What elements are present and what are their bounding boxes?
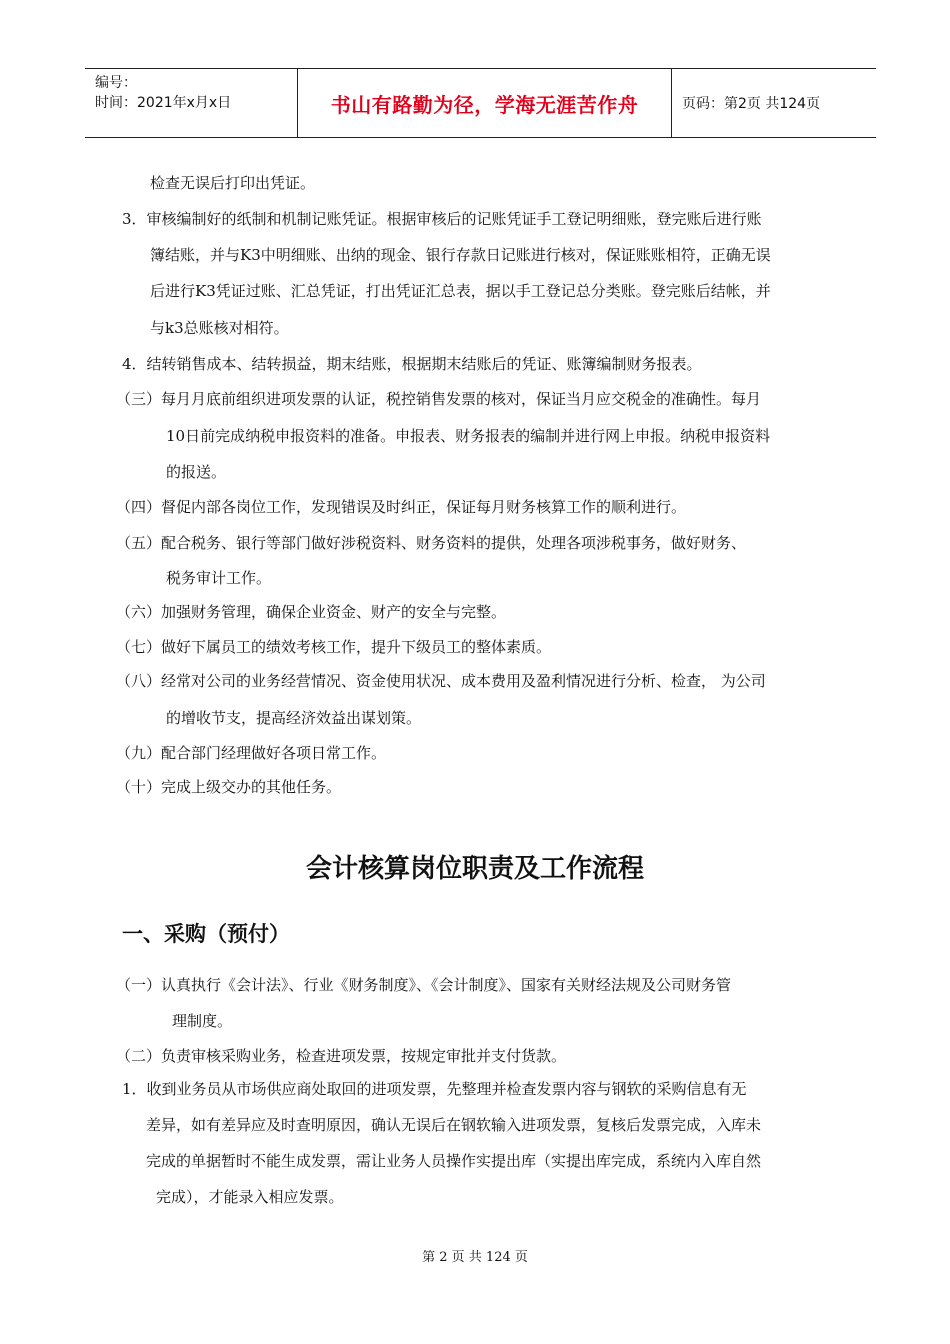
body-line: 后进行K3凭证过账、汇总凭证，打出凭证汇总表，据以手工登记总分类账。登完账后结帐，并 [150, 282, 771, 300]
header-meta [85, 69, 298, 137]
body-line: 3．审核编制好的纸制和机制记账凭证。根据审核后的记账凭证手工登记明细账，登完账后进行账 [122, 210, 762, 228]
body-line: 4．结转销售成本、结转损益，期末结账，根据期末结账后的凭证、账簿编制财务报表。 [122, 355, 702, 373]
body-line: 的增收节支，提高经济效益出谋划策。 [166, 709, 422, 727]
body-line: （三）每月月底前组织进项发票的认证，税控销售发票的核对，保证当月应交税金的准确性。每月 [116, 390, 762, 408]
body-line: （四）督促内部各岗位工作，发现错误及时纠正，保证每月财务核算工作的顺利进行。 [116, 498, 687, 516]
body-line: 的报送。 [166, 463, 227, 481]
page-footer: 第 2 页 共 124 页 [422, 1250, 528, 1265]
body-line: 理制度。 [172, 1012, 233, 1030]
page-header [85, 68, 876, 138]
document-number: 编号： [95, 75, 137, 91]
body-line: 税务审计工作。 [166, 569, 272, 587]
body-line: （六）加强财务管理，确保企业资金、财产的安全与完整。 [116, 603, 507, 621]
heading-1: 一、采购（预付） [122, 922, 290, 946]
body-line: 与k3总账核对相符。 [150, 319, 289, 337]
document-time: 时间：2021年x月x日 [95, 95, 232, 111]
body-line: 簿结账，并与K3中明细账、出纳的现金、银行存款日记账进行核对，保证账账相符，正确无误 [150, 246, 771, 264]
body-line: （七）做好下属员工的绩效考核工作，提升下级员工的整体素质。 [116, 638, 552, 656]
body-line: （五）配合税务、银行等部门做好涉税资料、财务资料的提供，处理各项涉税事务，做好财务、 [116, 534, 747, 552]
body-line: （十）完成上级交办的其他任务。 [116, 778, 342, 796]
header-page-number: 页码：第2页 共124页 [682, 96, 821, 112]
body-line: 差异，如有差异应及时查明原因，确认无误后在钢软输入进项发票，复核后发票完成，入库未 [146, 1116, 762, 1134]
body-line: 完成），才能录入相应发票。 [156, 1188, 344, 1206]
body-line: （一）认真执行《会计法》、行业《财务制度》、《会计制度》、国家有关财经法规及公司财务管 [116, 976, 732, 994]
section-title: 会计核算岗位职责及工作流程 [305, 854, 644, 884]
body-line: （九）配合部门经理做好各项日常工作。 [116, 744, 387, 762]
body-line: 1．收到业务员从市场供应商处取回的进项发票，先整理并检查发票内容与钢软的采购信息有无 [122, 1080, 747, 1098]
header-motto: 书山有路勤为径，学海无涯苦作舟 [298, 69, 672, 137]
body-line: 10日前完成纳税申报资料的准备。申报表、财务报表的编制并进行网上申报。纳税申报资料 [166, 427, 771, 445]
body-line: 检查无误后打印出凭证。 [150, 174, 316, 192]
body-line: （二）负责审核采购业务，检查进项发票，按规定审批并支付货款。 [116, 1047, 567, 1065]
body-line: 完成的单据暂时不能生成发票，需让业务人员操作实提出库（实提出库完成，系统内入库自然 [146, 1152, 762, 1170]
body-line: （八）经常对公司的业务经营情况、资金使用状况、成本费用及盈利情况进行分析、检查， 为公司 [116, 672, 766, 690]
